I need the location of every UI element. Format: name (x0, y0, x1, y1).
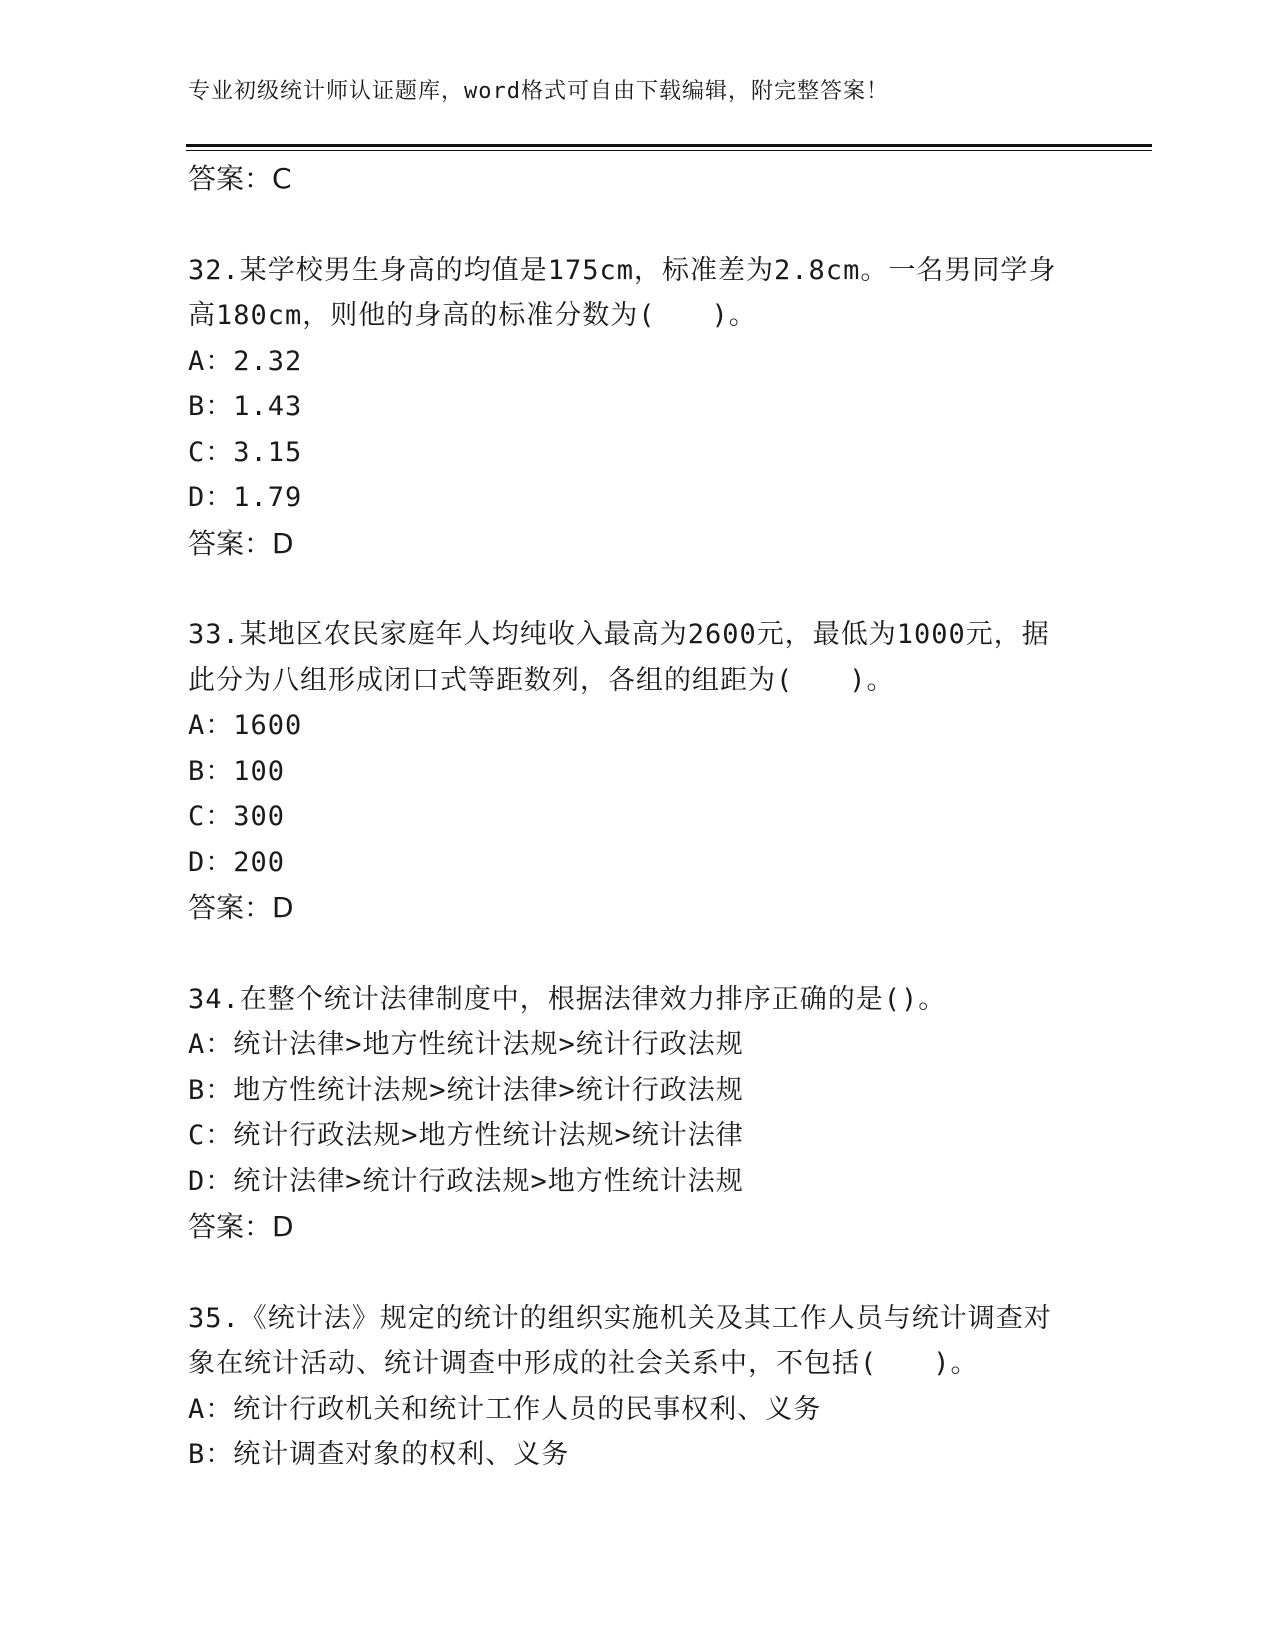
option-b: B：地方性统计法规>统计法律>统计行政法规 (188, 1074, 744, 1106)
question-stem-line: 34.在整个统计法律制度中，根据法律效力排序正确的是()。 (188, 983, 947, 1015)
question-stem-line: 33.某地区农民家庭年人均纯收入最高为2600元，最低为1000元，据 (188, 619, 1050, 650)
question-33 (188, 612, 1088, 931)
answer-line: 答案：D (188, 891, 294, 924)
question-32 (188, 248, 1088, 567)
answer-line: 答案：D (188, 1210, 294, 1243)
option-a: A：2.32 (188, 345, 303, 377)
page-header: 专业初级统计师认证题库，word格式可自由下载编辑，附完整答案！ (188, 79, 889, 104)
option-d: D：200 (188, 846, 286, 878)
question-stem-line: 象在统计活动、统计调查中形成的社会关系中，不包括( )。 (188, 1348, 979, 1379)
spacer (188, 931, 1088, 977)
question-35 (188, 1296, 1088, 1478)
option-d: D：统计法律>统计行政法规>地方性统计法规 (188, 1165, 744, 1197)
spacer (188, 202, 1088, 248)
answer-line: 答案：D (188, 526, 294, 560)
question-34 (188, 977, 1088, 1250)
option-d: D：1.79 (188, 482, 303, 513)
option-c: C：300 (188, 801, 286, 832)
question-stem-line: 35.《统计法》规定的统计的组织实施机关及其工作人员与统计调查对 (188, 1302, 1052, 1334)
question-content (188, 156, 1088, 1478)
option-a: A：1600 (188, 710, 303, 741)
option-a: A：统计行政机关和统计工作人员的民事权利、义务 (188, 1393, 822, 1425)
header-rule-thin (186, 150, 1152, 151)
option-c: C：3.15 (188, 436, 303, 468)
option-b: B：统计调查对象的权利、义务 (188, 1439, 570, 1470)
header-rule-thick (186, 144, 1152, 147)
question-stem-line: 此分为八组形成闭口式等距数列，各组的组距为( )。 (188, 664, 895, 696)
question-stem-line: 高180cm，则他的身高的标准分数为( )。 (188, 300, 757, 331)
option-b: B：100 (188, 755, 286, 787)
option-b: B：1.43 (188, 391, 303, 422)
spacer (188, 566, 1088, 612)
answer-line: 答案：C (188, 162, 292, 195)
option-a: A：统计法律>地方性统计法规>统计行政法规 (188, 1029, 744, 1060)
option-c: C：统计行政法规>地方性统计法规>统计法律 (188, 1120, 744, 1151)
question-stem-line: 32.某学校男生身高的均值是175cm，标准差为2.8cm。一名男同学身 (188, 254, 1057, 286)
spacer (188, 1250, 1088, 1296)
